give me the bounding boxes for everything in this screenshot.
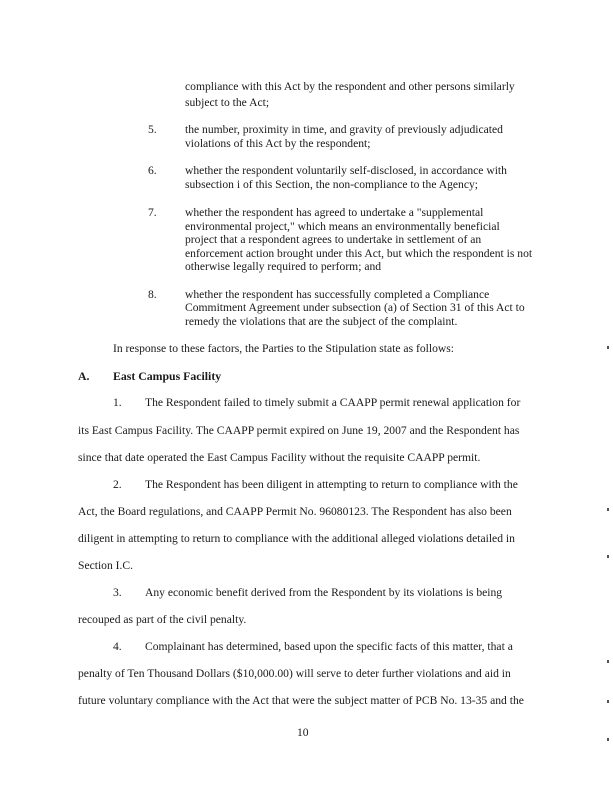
paragraph-number: 4. (113, 640, 122, 653)
list-item-number: 8. (148, 288, 157, 301)
scan-speck (607, 346, 609, 349)
section-title: East Campus Facility (113, 369, 222, 383)
response-line: In response to these factors, the Parties to the Stipulation state as follows: (113, 342, 454, 355)
list-item-number: 5. (148, 123, 157, 136)
list-item-line: Commitment Agreement under subsection (a) of Section 31 of this Act to (185, 301, 525, 314)
list-item-line: environmental project," which means an environmentally beneficial (185, 220, 500, 233)
intro-line: compliance with this Act by the respondent and other persons similarly (185, 80, 515, 93)
scan-speck (607, 738, 609, 741)
paragraph-line: its East Campus Facility. The CAAPP permit expired on June 19, 2007 and the Respondent has (78, 424, 520, 437)
paragraph-line: diligent in attempting to return to compliance with the additional alleged violations detailed in (78, 532, 515, 545)
list-item-number: 6. (148, 164, 157, 177)
list-item-line: otherwise legally required to perform; and (185, 260, 382, 273)
list-item-line: enforcement action brought under this Act, but which the respondent is not (185, 247, 533, 260)
page-number: 10 (297, 726, 309, 739)
list-item-line: the number, proximity in time, and gravity of previously adjudicated (185, 123, 503, 136)
paragraph-line: Any economic benefit derived from the Respondent by its violations is being (145, 586, 503, 599)
paragraph-line: since that date operated the East Campus Facility without the requisite CAAPP permit. (78, 451, 481, 464)
paragraph-line: Complainant has determined, based upon the specific facts of this matter, that a (145, 640, 513, 653)
intro-line: subject to the Act; (185, 96, 270, 109)
list-item-line: whether the respondent has agreed to undertake a "supplemental (185, 206, 484, 219)
list-item-line: whether the respondent voluntarily self-disclosed, in accordance with (185, 164, 507, 177)
list-item-line: project that a respondent agrees to undertake in settlement of an (185, 233, 482, 246)
scan-speck (607, 555, 609, 558)
list-item-line: subsection i of this Section, the non-compliance to the Agency; (185, 178, 479, 191)
scan-speck (607, 660, 609, 663)
paragraph-line: recouped as part of the civil penalty. (78, 613, 247, 626)
paragraph-line: Act, the Board regulations, and CAAPP Permit No. 96080123. The Respondent has also been (78, 505, 512, 518)
list-item-line: violations of this Act by the respondent; (185, 137, 371, 150)
paragraph-number: 3. (113, 586, 122, 599)
paragraph-line: penalty of Ten Thousand Dollars ($10,000.00) will serve to deter further violations and aid in (78, 667, 511, 680)
paragraph-number: 1. (113, 396, 122, 409)
scan-speck (607, 508, 609, 511)
paragraph-line: Section I.C. (78, 559, 134, 572)
paragraph-line: The Respondent failed to timely submit a CAAPP permit renewal application for (145, 396, 521, 409)
paragraph-line: future voluntary compliance with the Act that were the subject matter of PCB No. 13-35 and the (78, 694, 524, 707)
scan-speck (607, 700, 609, 703)
paragraph-line: The Respondent has been diligent in attempting to return to compliance with the (145, 478, 518, 491)
list-item-number: 7. (148, 206, 157, 219)
section-letter: A. (78, 369, 90, 383)
list-item-line: whether the respondent has successfully completed a Compliance (185, 288, 490, 301)
paragraph-number: 2. (113, 478, 122, 491)
list-item-line: remedy the violations that are the subject of the complaint. (185, 315, 458, 328)
